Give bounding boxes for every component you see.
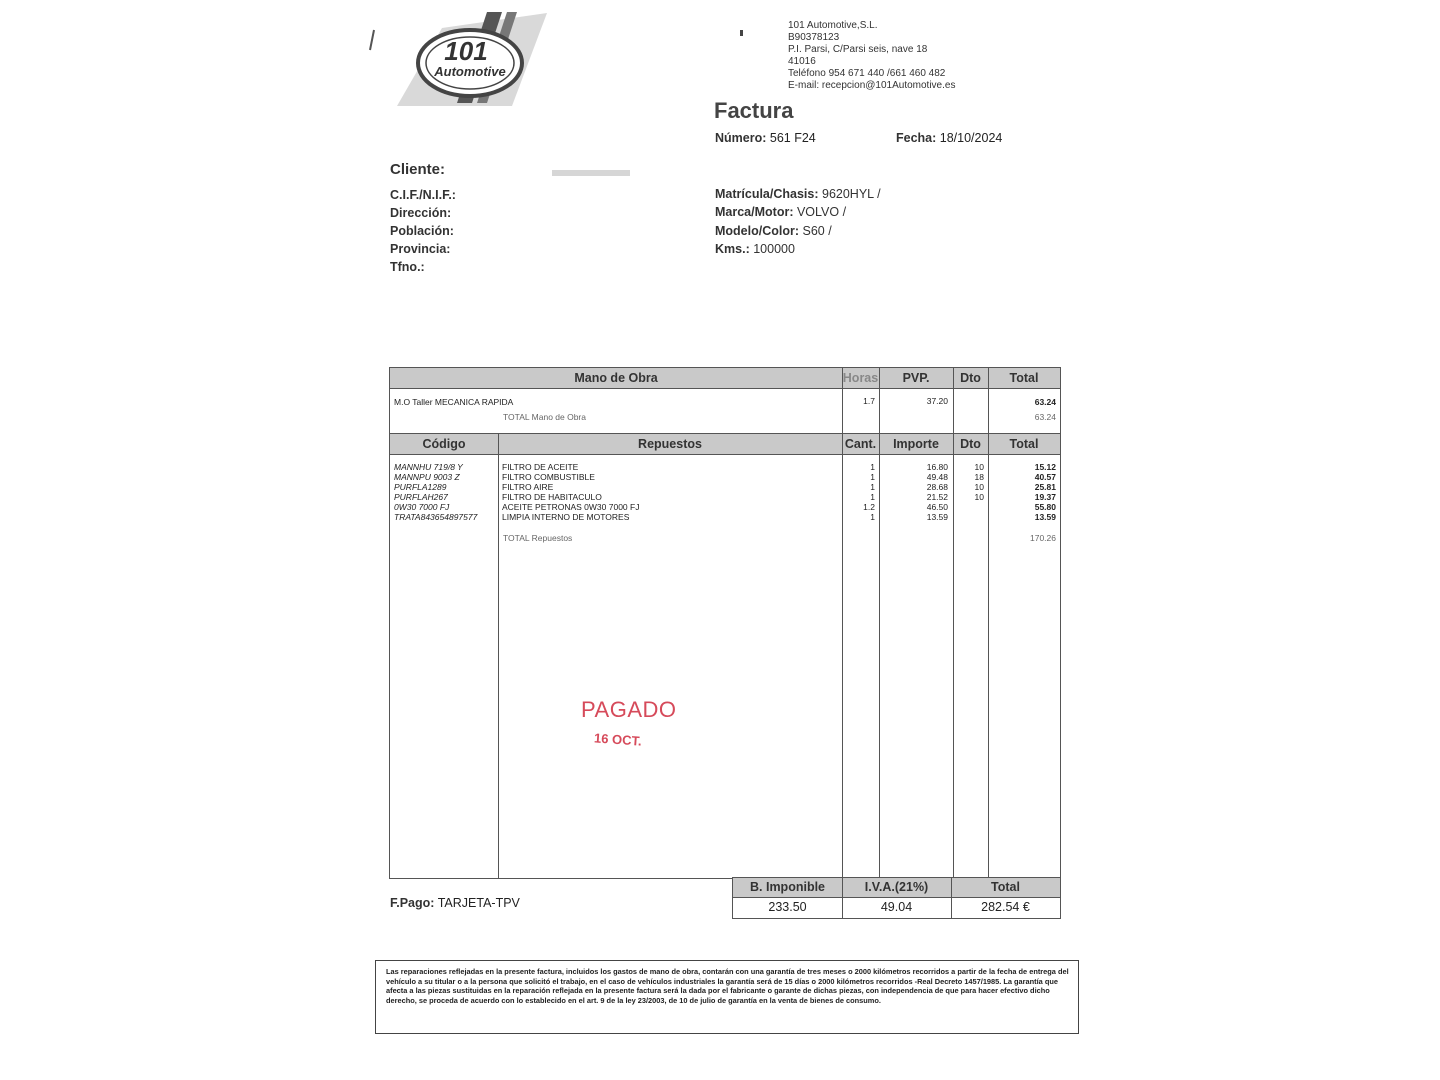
parts-header-dto: Dto bbox=[960, 437, 981, 451]
payment-method bbox=[390, 896, 520, 910]
payment-value: TARJETA-TPV bbox=[437, 896, 520, 910]
parts-total-label: TOTAL Repuestos bbox=[503, 533, 573, 543]
vehicle-value: 100000 bbox=[753, 241, 795, 256]
invoice-date-label: Fecha: bbox=[896, 131, 937, 145]
table-row bbox=[390, 472, 1060, 482]
part-qty: 1 bbox=[870, 472, 875, 482]
labor-header-dto: Dto bbox=[960, 371, 981, 385]
part-qty: 1 bbox=[870, 482, 875, 492]
company-postal: 41016 bbox=[788, 56, 816, 67]
vehicle-label: Kms.: bbox=[715, 241, 750, 256]
vehicle-label: Modelo/Color: bbox=[715, 223, 800, 238]
part-code: 0W30 7000 FJ bbox=[394, 502, 450, 512]
parts-total-value: 170.26 bbox=[1030, 533, 1056, 543]
part-price: 49.48 bbox=[926, 472, 948, 482]
part-dto: 10 bbox=[974, 482, 984, 492]
invoice-date-value: 18/10/2024 bbox=[939, 131, 1003, 145]
invoice-date bbox=[896, 131, 1002, 145]
part-total: 25.81 bbox=[1034, 482, 1056, 492]
client-field: Población: bbox=[390, 224, 454, 238]
invoice-number bbox=[715, 131, 816, 145]
parts-header-qty: Cant. bbox=[844, 437, 877, 451]
redacted-client-name bbox=[552, 170, 630, 176]
logo-wordmark: Automotive bbox=[434, 64, 506, 79]
labor-header-pvp: PVP. bbox=[902, 371, 930, 385]
client-field: C.I.F./N.I.F.: bbox=[390, 188, 456, 202]
labor-header-total: Total bbox=[1009, 371, 1039, 385]
part-code: TRATA843654897577 bbox=[394, 512, 478, 522]
part-qty: 1 bbox=[870, 492, 875, 502]
part-price: 21.52 bbox=[926, 492, 948, 502]
part-desc: FILTRO DE HABITACULO bbox=[502, 492, 602, 502]
vehicle-value: VOLVO / bbox=[796, 205, 847, 220]
part-qty: 1 bbox=[870, 512, 875, 522]
part-price: 28.68 bbox=[926, 482, 948, 492]
parts-header-desc: Repuestos bbox=[638, 437, 702, 451]
grand-total-label: Total bbox=[991, 880, 1020, 894]
paid-stamp: PAGADO bbox=[581, 697, 677, 722]
company-email: E-mail: recepcion@101Automotive.es bbox=[788, 80, 956, 91]
part-price: 46.50 bbox=[926, 502, 948, 512]
parts-header-price: Importe bbox=[893, 437, 939, 451]
part-qty: 1 bbox=[870, 462, 875, 472]
base-value: 233.50 bbox=[768, 900, 807, 914]
vehicle-value: S60 / bbox=[802, 223, 832, 238]
paid-stamp-date: 16 OCT. bbox=[593, 730, 643, 749]
part-dto: 10 bbox=[974, 492, 984, 502]
disclaimer-text: Las reparaciones reflejadas en la presente factura, incluidos los gastos de mano de obra, contarán con una garantía de tres meses o 2000 kilómetros recorridos a partir de la fecha de entrega del vehículo a su titular o a la persona que solicitó el trabajo, en el caso de vehículos industriales la garantía será de 15 días o 2000 kilómetros recorridos -Real Decreto 1457/1985. La garantía que afecta a las piezas sustituidas en la reparación reflejada en la presente factura será la dada por el fabricante o garante de dichas piezas, con independencia de que para hacer efectivo dicho derecho, se proceda de acuerdo con lo establecido en el art. 9 de la ley 23/2003, de 10 de julio de garantía en la venta de bienes de consumo. bbox=[386, 967, 1069, 1005]
iva-label: I.V.A.(21%) bbox=[864, 880, 929, 894]
part-total: 40.57 bbox=[1034, 472, 1056, 482]
client-field: Dirección: bbox=[390, 206, 452, 220]
parts-header-code: Código bbox=[422, 437, 466, 451]
labor-desc: M.O Taller MECANICA RAPIDA bbox=[394, 397, 514, 407]
labor-total-value: 63.24 bbox=[1034, 412, 1056, 422]
table-row bbox=[390, 502, 1060, 512]
vehicle-row bbox=[715, 185, 881, 203]
part-price: 16.80 bbox=[926, 462, 948, 472]
parts-header-total: Total bbox=[1009, 437, 1039, 451]
company-phone: Teléfono 954 671 440 /661 460 482 bbox=[788, 68, 946, 79]
part-dto: 18 bbox=[974, 472, 984, 482]
company-logo bbox=[362, 8, 552, 108]
company-name: 101 Automotive,S.L. bbox=[788, 20, 878, 31]
invoice-table bbox=[389, 367, 1061, 879]
part-total: 19.37 bbox=[1034, 492, 1056, 502]
part-desc: FILTRO COMBUSTIBLE bbox=[502, 472, 595, 482]
labor-total: 63.24 bbox=[1034, 397, 1056, 407]
payment-label: F.Pago: bbox=[390, 896, 435, 910]
labor-pvp: 37.20 bbox=[926, 396, 948, 406]
invoice-number-label: Número: bbox=[715, 131, 767, 145]
table-row bbox=[390, 512, 1060, 522]
part-code: PURFLAH267 bbox=[394, 492, 448, 502]
invoice-number-value: 561 F24 bbox=[769, 131, 816, 145]
part-desc: ACEITE PETRONAS 0W30 7000 FJ bbox=[502, 502, 640, 512]
part-dto: 10 bbox=[974, 462, 984, 472]
part-code: PURFLA1289 bbox=[394, 482, 447, 492]
part-total: 55.80 bbox=[1034, 502, 1056, 512]
labor-header-hours: Horas bbox=[842, 371, 879, 385]
part-desc: LIMPIA INTERNO DE MOTORES bbox=[502, 512, 630, 522]
iva-value: 49.04 bbox=[880, 900, 913, 914]
vehicle-label: Matrícula/Chasis: bbox=[715, 187, 819, 201]
company-address: P.I. Parsi, C/Parsi seis, nave 18 bbox=[788, 44, 928, 55]
part-price: 13.59 bbox=[926, 512, 948, 522]
client-title: Cliente: bbox=[390, 161, 446, 178]
vehicle-info bbox=[715, 185, 881, 258]
vehicle-label: Marca/Motor: bbox=[715, 205, 794, 220]
scan-mark bbox=[740, 30, 743, 36]
vehicle-row bbox=[715, 222, 881, 240]
table-row bbox=[390, 462, 1060, 472]
labor-total-label: TOTAL Mano de Obra bbox=[503, 412, 586, 422]
part-qty: 1.2 bbox=[863, 502, 875, 512]
part-code: MANNPU 9003 Z bbox=[394, 472, 460, 482]
logo-number: 101 bbox=[444, 36, 488, 66]
client-fields bbox=[390, 186, 456, 276]
labor-header-desc: Mano de Obra bbox=[574, 371, 658, 385]
company-info bbox=[788, 20, 955, 92]
invoice-title: Factura bbox=[714, 98, 794, 123]
table-row bbox=[390, 482, 1060, 492]
part-total: 15.12 bbox=[1034, 462, 1056, 472]
vehicle-value: 9620HYL / bbox=[822, 187, 881, 201]
part-desc: FILTRO AIRE bbox=[502, 482, 554, 492]
client-field: Provincia: bbox=[390, 242, 451, 256]
part-total: 13.59 bbox=[1034, 512, 1056, 522]
part-desc: FILTRO DE ACEITE bbox=[502, 462, 579, 472]
table-row bbox=[390, 492, 1060, 502]
vehicle-row bbox=[715, 203, 881, 221]
base-label: B. Imponible bbox=[750, 880, 825, 894]
company-cif: B90378123 bbox=[788, 32, 840, 43]
part-code: MANNHU 719/8 Y bbox=[394, 462, 463, 472]
warranty-disclaimer bbox=[375, 960, 1079, 1034]
totals-summary bbox=[732, 877, 1061, 919]
vehicle-row bbox=[715, 240, 881, 258]
client-field: Tfno.: bbox=[390, 260, 425, 274]
labor-hours: 1.7 bbox=[863, 396, 875, 406]
grand-total-value: 282.54 € bbox=[981, 900, 1030, 914]
